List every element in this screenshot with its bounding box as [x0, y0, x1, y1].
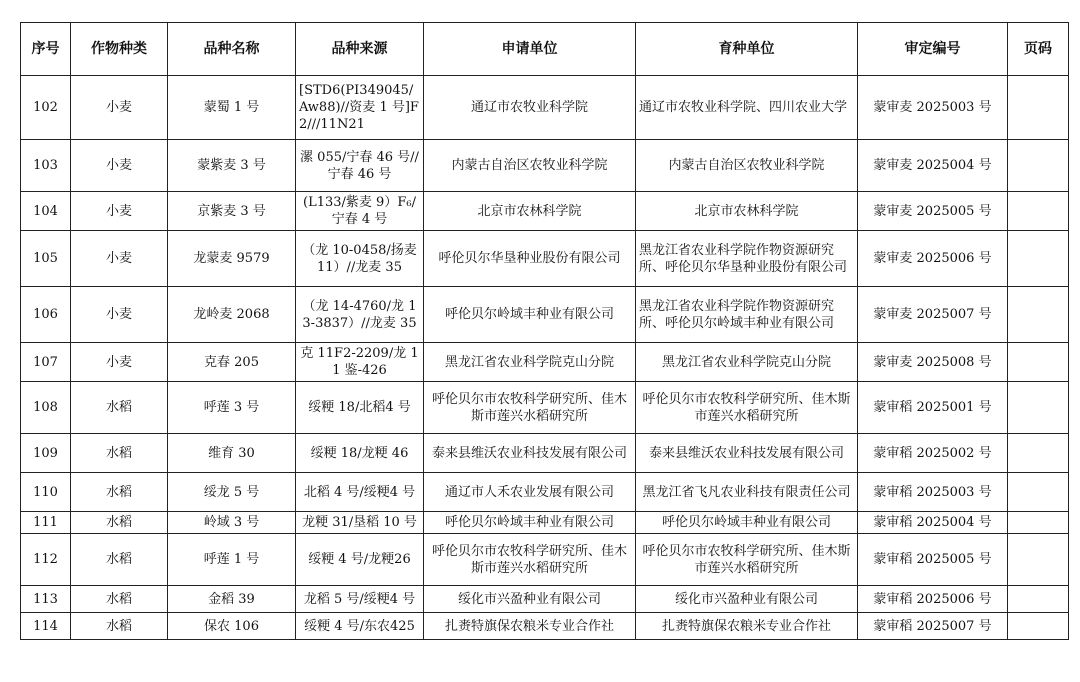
- variety-table: [20, 22, 1069, 640]
- cell-breeder: 呼伦贝尔岭域丰种业有限公司: [636, 512, 858, 534]
- cell-variety-source: （龙 10-0458/扬麦 11）//龙麦 35: [296, 231, 424, 287]
- cell-variety-name: 龙岭麦 2068: [168, 287, 296, 343]
- cell-crop-type: 小麦: [71, 76, 168, 140]
- table-row: [21, 586, 1069, 613]
- cell-variety-source: 漯 055/宁春 46 号//宁春 46 号: [296, 140, 424, 192]
- cell-serial: 103: [21, 140, 71, 192]
- table-row: [21, 231, 1069, 287]
- header-approval-number: 审定编号: [858, 23, 1008, 76]
- cell-page: [1008, 534, 1069, 586]
- cell-variety-source: [STD6(PI349045/Aw88)//资麦 1 号]F2///11N21: [296, 76, 424, 140]
- cell-approval-number: 蒙审稻 2025006 号: [858, 586, 1008, 613]
- cell-page: [1008, 434, 1069, 473]
- cell-approval-number: 蒙审麦 2025006 号: [858, 231, 1008, 287]
- cell-crop-type: 水稻: [71, 586, 168, 613]
- cell-variety-source: 北稻 4 号/绥粳4 号: [296, 473, 424, 512]
- cell-serial: 105: [21, 231, 71, 287]
- cell-approval-number: 蒙审稻 2025004 号: [858, 512, 1008, 534]
- cell-serial: 112: [21, 534, 71, 586]
- cell-applicant: 呼伦贝尔市农牧科学研究所、佳木斯市莲兴水稻研究所: [424, 534, 636, 586]
- cell-variety-source: （龙 14-4760/龙 13-3837）//龙麦 35: [296, 287, 424, 343]
- cell-applicant: 绥化市兴盈种业有限公司: [424, 586, 636, 613]
- cell-variety-source: (L133/紫麦 9）F₆/宁春 4 号: [296, 192, 424, 231]
- cell-breeder: 内蒙古自治区农牧业科学院: [636, 140, 858, 192]
- cell-crop-type: 水稻: [71, 534, 168, 586]
- cell-variety-name: 岭域 3 号: [168, 512, 296, 534]
- cell-crop-type: 小麦: [71, 287, 168, 343]
- cell-variety-name: 绥龙 5 号: [168, 473, 296, 512]
- cell-applicant: 呼伦贝尔华垦种业股份有限公司: [424, 231, 636, 287]
- variety-approval-sheet: [20, 22, 1068, 640]
- cell-variety-source: 绥粳 4 号/东农425: [296, 613, 424, 640]
- cell-approval-number: 蒙审稻 2025002 号: [858, 434, 1008, 473]
- cell-serial: 113: [21, 586, 71, 613]
- header-applicant: 申请单位: [424, 23, 636, 76]
- table-row: [21, 140, 1069, 192]
- cell-page: [1008, 613, 1069, 640]
- cell-approval-number: 蒙审稻 2025001 号: [858, 382, 1008, 434]
- cell-serial: 110: [21, 473, 71, 512]
- table-row: [21, 382, 1069, 434]
- cell-breeder: 呼伦贝尔市农牧科学研究所、佳木斯市莲兴水稻研究所: [636, 534, 858, 586]
- cell-crop-type: 水稻: [71, 512, 168, 534]
- cell-approval-number: 蒙审麦 2025004 号: [858, 140, 1008, 192]
- cell-page: [1008, 343, 1069, 382]
- cell-serial: 109: [21, 434, 71, 473]
- cell-page: [1008, 586, 1069, 613]
- cell-crop-type: 小麦: [71, 192, 168, 231]
- cell-page: [1008, 192, 1069, 231]
- cell-serial: 106: [21, 287, 71, 343]
- table-row: [21, 343, 1069, 382]
- cell-page: [1008, 76, 1069, 140]
- cell-variety-source: 龙粳 31/垦稻 10 号: [296, 512, 424, 534]
- table-row: [21, 76, 1069, 140]
- cell-variety-source: 绥粳 18/北稻4 号: [296, 382, 424, 434]
- cell-approval-number: 蒙审稻 2025003 号: [858, 473, 1008, 512]
- table-row: [21, 534, 1069, 586]
- table-row: [21, 434, 1069, 473]
- cell-breeder: 泰来县维沃农业科技发展有限公司: [636, 434, 858, 473]
- cell-page: [1008, 231, 1069, 287]
- cell-serial: 108: [21, 382, 71, 434]
- cell-applicant: 扎赉特旗保农粮米专业合作社: [424, 613, 636, 640]
- table-row: [21, 613, 1069, 640]
- header-row: [21, 23, 1069, 76]
- cell-crop-type: 小麦: [71, 343, 168, 382]
- cell-variety-source: 龙稻 5 号/绥粳4 号: [296, 586, 424, 613]
- cell-variety-name: 呼莲 1 号: [168, 534, 296, 586]
- cell-variety-name: 保农 106: [168, 613, 296, 640]
- table-row: [21, 287, 1069, 343]
- cell-crop-type: 水稻: [71, 473, 168, 512]
- cell-serial: 114: [21, 613, 71, 640]
- cell-approval-number: 蒙审麦 2025008 号: [858, 343, 1008, 382]
- cell-breeder: 通辽市农牧业科学院、四川农业大学: [636, 76, 858, 140]
- cell-serial: 104: [21, 192, 71, 231]
- cell-applicant: 呼伦贝尔岭域丰种业有限公司: [424, 512, 636, 534]
- cell-page: [1008, 512, 1069, 534]
- header-breeder: 育种单位: [636, 23, 858, 76]
- cell-breeder: 北京市农林科学院: [636, 192, 858, 231]
- cell-applicant: 内蒙古自治区农牧业科学院: [424, 140, 636, 192]
- cell-approval-number: 蒙审稻 2025007 号: [858, 613, 1008, 640]
- cell-approval-number: 蒙审麦 2025003 号: [858, 76, 1008, 140]
- cell-variety-name: 金稻 39: [168, 586, 296, 613]
- cell-variety-name: 蒙蜀 1 号: [168, 76, 296, 140]
- cell-variety-source: 绥粳 4 号/龙粳26: [296, 534, 424, 586]
- cell-serial: 107: [21, 343, 71, 382]
- cell-breeder: 扎赉特旗保农粮米专业合作社: [636, 613, 858, 640]
- header-variety-name: 品种名称: [168, 23, 296, 76]
- cell-applicant: 呼伦贝尔岭域丰种业有限公司: [424, 287, 636, 343]
- cell-breeder: 呼伦贝尔市农牧科学研究所、佳木斯市莲兴水稻研究所: [636, 382, 858, 434]
- cell-breeder: 黑龙江省农业科学院克山分院: [636, 343, 858, 382]
- cell-breeder: 黑龙江省农业科学院作物资源研究所、呼伦贝尔岭域丰种业有限公司: [636, 287, 858, 343]
- table-row: [21, 473, 1069, 512]
- cell-variety-name: 蒙紫麦 3 号: [168, 140, 296, 192]
- cell-variety-name: 京紫麦 3 号: [168, 192, 296, 231]
- cell-page: [1008, 287, 1069, 343]
- header-variety-source: 品种来源: [296, 23, 424, 76]
- cell-page: [1008, 140, 1069, 192]
- cell-variety-source: 绥粳 18/龙粳 46: [296, 434, 424, 473]
- cell-approval-number: 蒙审稻 2025005 号: [858, 534, 1008, 586]
- cell-variety-name: 维育 30: [168, 434, 296, 473]
- cell-approval-number: 蒙审麦 2025005 号: [858, 192, 1008, 231]
- cell-applicant: 通辽市人禾农业发展有限公司: [424, 473, 636, 512]
- cell-variety-name: 呼莲 3 号: [168, 382, 296, 434]
- table-row: [21, 192, 1069, 231]
- cell-breeder: 绥化市兴盈种业有限公司: [636, 586, 858, 613]
- cell-applicant: 呼伦贝尔市农牧科学研究所、佳木斯市莲兴水稻研究所: [424, 382, 636, 434]
- cell-page: [1008, 473, 1069, 512]
- cell-crop-type: 小麦: [71, 140, 168, 192]
- cell-serial: 111: [21, 512, 71, 534]
- cell-variety-source: 克 11F2-2209/龙 11 鉴-426: [296, 343, 424, 382]
- table-row: [21, 512, 1069, 534]
- header-page: 页码: [1008, 23, 1069, 76]
- cell-breeder: 黑龙江省飞凡农业科技有限责任公司: [636, 473, 858, 512]
- cell-serial: 102: [21, 76, 71, 140]
- cell-crop-type: 水稻: [71, 382, 168, 434]
- cell-crop-type: 小麦: [71, 231, 168, 287]
- header-serial: 序号: [21, 23, 71, 76]
- cell-crop-type: 水稻: [71, 613, 168, 640]
- cell-applicant: 北京市农林科学院: [424, 192, 636, 231]
- cell-breeder: 黑龙江省农业科学院作物资源研究所、呼伦贝尔华垦种业股份有限公司: [636, 231, 858, 287]
- cell-crop-type: 水稻: [71, 434, 168, 473]
- cell-applicant: 泰来县维沃农业科技发展有限公司: [424, 434, 636, 473]
- cell-applicant: 黑龙江省农业科学院克山分院: [424, 343, 636, 382]
- cell-variety-name: 龙蒙麦 9579: [168, 231, 296, 287]
- cell-applicant: 通辽市农牧业科学院: [424, 76, 636, 140]
- header-crop-type: 作物种类: [71, 23, 168, 76]
- cell-page: [1008, 382, 1069, 434]
- cell-approval-number: 蒙审麦 2025007 号: [858, 287, 1008, 343]
- cell-variety-name: 克春 205: [168, 343, 296, 382]
